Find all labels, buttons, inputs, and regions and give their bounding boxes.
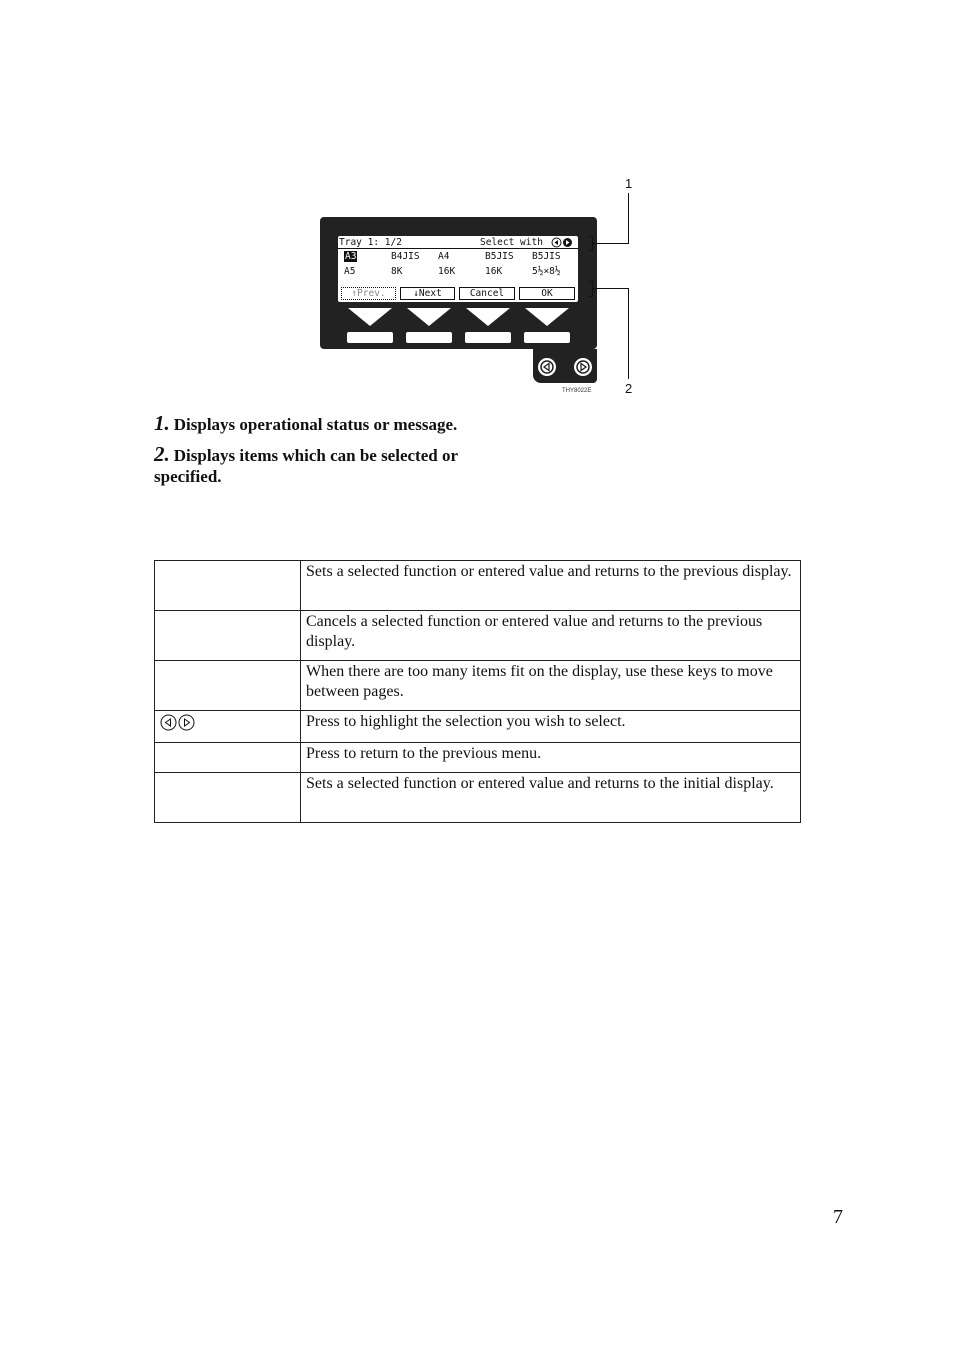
- table-row: [155, 661, 801, 711]
- key-cell: [155, 561, 301, 611]
- table-row: [155, 773, 801, 823]
- key-cell: [155, 773, 301, 823]
- right-arrow-icon: [178, 714, 195, 731]
- description-cell: Sets a selected function or entered value and returns to the initial display.: [301, 773, 801, 823]
- leader-line: [628, 193, 629, 244]
- display-status: Tray 1: 1/2: [339, 237, 402, 248]
- prev-softkey: ↑Prev.: [341, 287, 396, 300]
- selection-key: [406, 332, 452, 343]
- lcd-display: [338, 236, 578, 302]
- panel-tab: [533, 349, 597, 383]
- control-panel: [320, 217, 597, 349]
- selection-key-arrow: [525, 308, 569, 330]
- selection-key-arrow: [407, 308, 451, 330]
- key-cell: [155, 661, 301, 711]
- key-cell: [155, 611, 301, 661]
- note-2: 2. Displays items which can be selected or specified.: [154, 442, 458, 486]
- paper-item: 8K: [391, 266, 403, 277]
- table-row: [155, 743, 801, 773]
- paper-item: B5JIS: [532, 251, 561, 262]
- selection-key-arrow: [348, 308, 392, 330]
- selection-key-arrow: [466, 308, 510, 330]
- paper-item: A3: [345, 251, 357, 262]
- paper-item: 5½×8½: [532, 266, 561, 277]
- ok-softkey: OK: [519, 287, 575, 300]
- description-cell: Sets a selected function or entered value and returns to the previous display.: [301, 561, 801, 611]
- cancel-softkey: Cancel: [459, 287, 515, 300]
- description-cell: Press to return to the previous menu.: [301, 743, 801, 773]
- display-hint: Select with: [480, 237, 543, 248]
- left-arrow-key: [537, 357, 557, 377]
- leader-line: [592, 243, 629, 244]
- table-row: [155, 711, 801, 743]
- figure-notes: [154, 413, 458, 496]
- panel-figure: [320, 175, 640, 400]
- leader-bracket: [592, 236, 593, 251]
- note-1: 1. Displays operational status or message.: [154, 411, 458, 435]
- paper-item: B5JIS: [485, 251, 514, 262]
- table-row: [155, 611, 801, 661]
- image-code: THY8022E: [562, 388, 592, 394]
- leader-line: [628, 288, 629, 379]
- paper-item: 16K: [485, 266, 503, 277]
- page-number: 7: [833, 1206, 843, 1228]
- table-row: [155, 561, 801, 611]
- callout-2: 2: [625, 381, 633, 396]
- description-cell: Press to highlight the selection you wish to select.: [301, 711, 801, 743]
- leader-bracket: [589, 250, 593, 251]
- key-cell: [155, 743, 301, 773]
- key-table: [154, 560, 801, 823]
- paper-item: B4JIS: [391, 251, 420, 262]
- next-softkey: ↓Next: [400, 287, 455, 300]
- leader-bracket: [589, 296, 593, 297]
- paper-item: A5: [344, 266, 356, 277]
- left-right-arrow-icons: [160, 714, 195, 731]
- left-arrow-icon: [160, 714, 177, 731]
- key-cell: [155, 711, 301, 743]
- leader-bracket: [592, 281, 593, 297]
- paper-item: A4: [438, 251, 450, 262]
- leader-line: [592, 288, 629, 289]
- selection-key: [524, 332, 570, 343]
- description-cell: Cancels a selected function or entered value and returns to the previous display.: [301, 611, 801, 661]
- selection-key: [465, 332, 511, 343]
- paper-item: 16K: [438, 266, 456, 277]
- right-arrow-key: [573, 357, 593, 377]
- selection-key: [347, 332, 393, 343]
- description-cell: When there are too many items fit on the display, use these keys to move between pages.: [301, 661, 801, 711]
- callout-1: 1: [625, 176, 633, 191]
